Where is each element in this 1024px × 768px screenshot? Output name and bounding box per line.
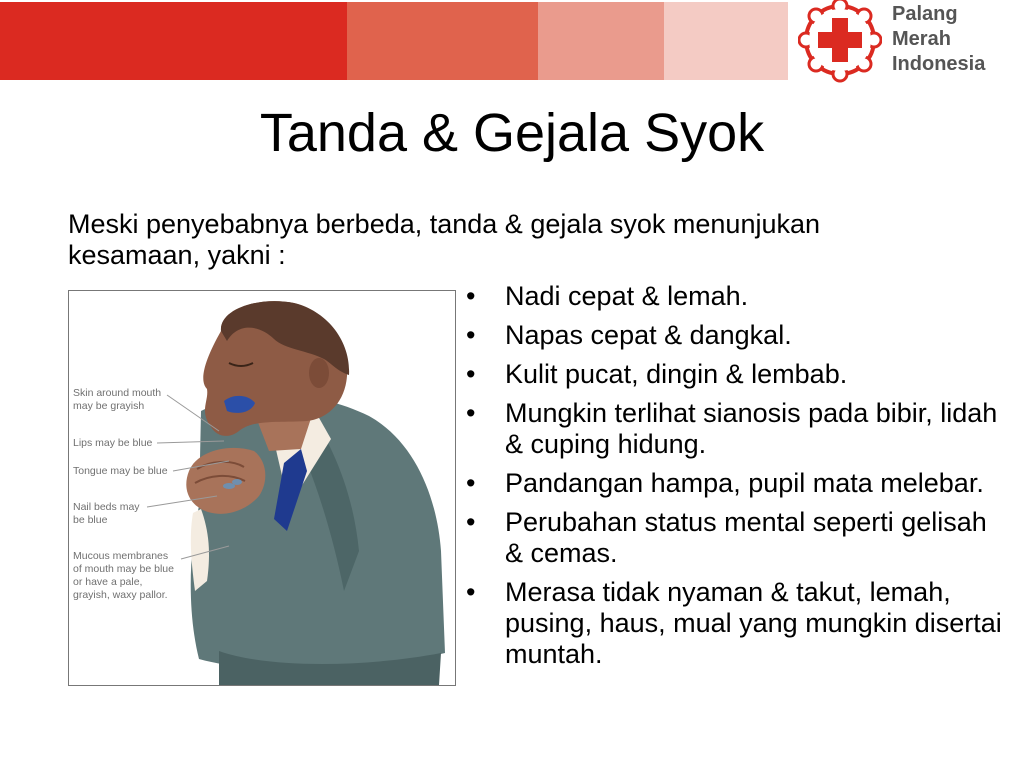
logo-wordmark [892, 2, 985, 77]
annotation-skin-line-1: Skin around mouth [73, 387, 162, 399]
list-item-text: Napas cepat & dangkal. [505, 320, 792, 350]
logo-line-3: Indonesia [892, 53, 986, 75]
slide-title: Tanda & Gejala Syok [259, 103, 765, 163]
annotation-nail-beds [73, 501, 140, 527]
list-item [466, 359, 1006, 390]
header-band-3 [538, 2, 664, 80]
red-cross-icon [798, 0, 882, 84]
annotation-lips-line-1: Lips may be blue [73, 437, 153, 449]
bullet-marker: • [466, 359, 476, 389]
annotation-mucous-line-4: grayish, waxy pallor. [73, 589, 168, 601]
logo-line-1: Palang [892, 3, 958, 25]
shock-illustration [68, 290, 456, 686]
logo-line-2: Merah [892, 28, 951, 50]
bullet-marker: • [466, 398, 476, 428]
list-item [466, 468, 1006, 499]
annotation-nail-beds-line-2: be blue [73, 514, 108, 526]
annotation-skin-line-2: may be grayish [73, 400, 145, 412]
header-band-4 [664, 2, 788, 80]
annotation-tongue [73, 465, 168, 478]
list-item-text: Perubahan status mental seperti gelisah & cemas. [505, 507, 987, 568]
list-item-text: Merasa tidak nyaman & takut, lemah, pusing, haus, mual yang mungkin disertai muntah. [505, 577, 1002, 669]
person-in-shock-illustration [69, 291, 455, 685]
annotation-tongue-line-1: Tongue may be blue [73, 465, 168, 477]
list-item [466, 507, 1006, 569]
header-band-1 [0, 2, 347, 80]
bullet-marker: • [466, 507, 476, 537]
list-item-text: Pandangan hampa, pupil mata melebar. [505, 468, 984, 498]
symptom-list [466, 281, 1006, 678]
pmi-logo [790, 0, 1024, 84]
annotation-mucous-line-3: or have a pale, [73, 576, 143, 588]
annotation-mucous-line-1: Mucous membranes [73, 550, 169, 562]
intro-text: Meski penyebabnya berbeda, tanda & gejala syok menunjukan kesamaan, yakni : [68, 209, 821, 270]
bullet-marker: • [466, 577, 476, 607]
list-item [466, 398, 1006, 460]
list-item-text: Kulit pucat, dingin & lembab. [505, 359, 848, 389]
bullet-marker: • [466, 468, 476, 498]
annotation-mucous [73, 550, 174, 602]
list-item [466, 577, 1006, 670]
bullet-marker: • [466, 320, 476, 350]
annotation-nail-beds-line-1: Nail beds may [73, 501, 140, 513]
bullet-marker: • [466, 281, 476, 311]
list-item [466, 281, 1006, 312]
list-item-text: Nadi cepat & lemah. [505, 281, 749, 311]
annotation-mucous-line-2: of mouth may be blue [73, 563, 174, 575]
list-item-text: Mungkin terlihat sianosis pada bibir, lidah & cuping hidung. [505, 398, 998, 459]
header-band-2 [347, 2, 538, 80]
annotation-skin [73, 387, 161, 413]
annotation-lips [73, 437, 152, 450]
list-item [466, 320, 1006, 351]
